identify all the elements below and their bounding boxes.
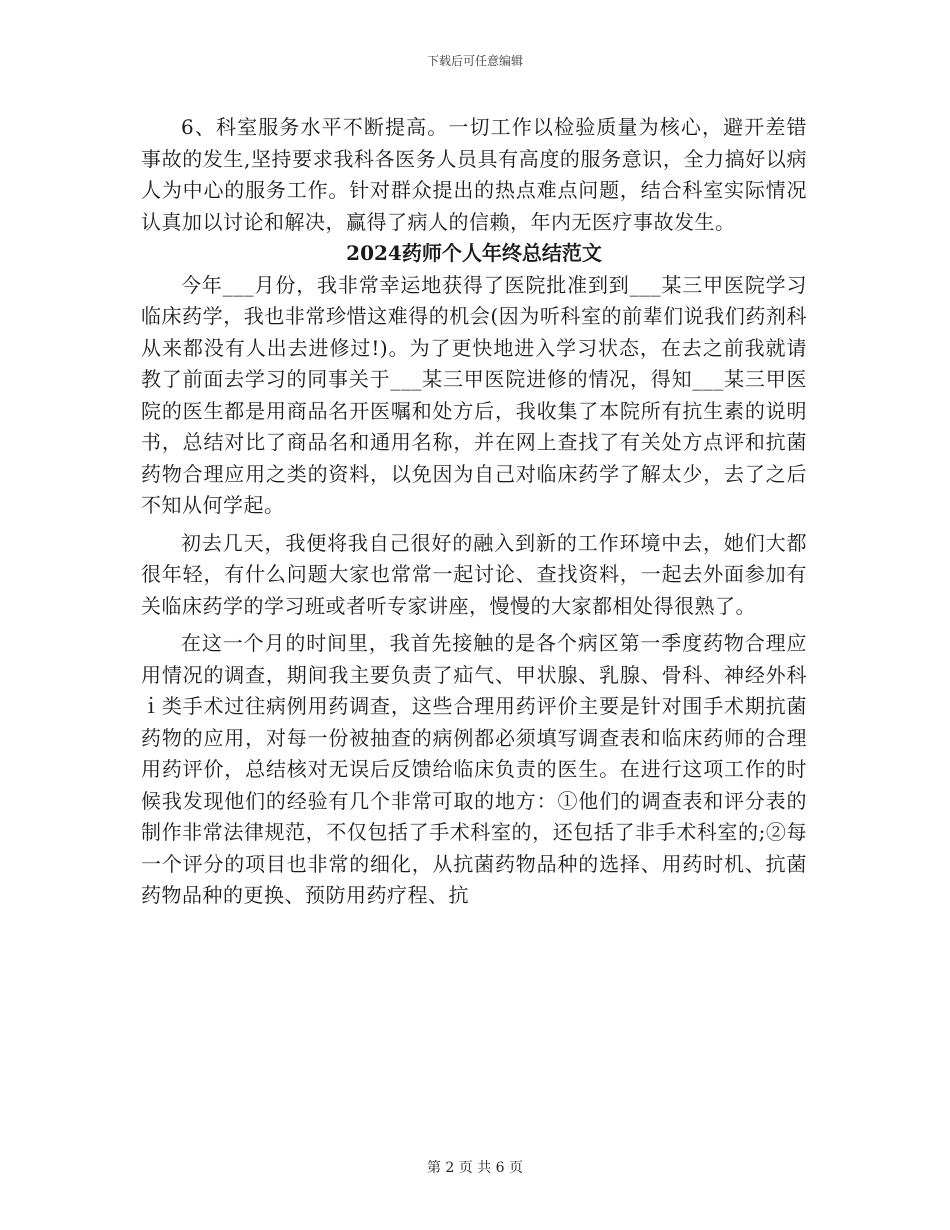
document-body — [141, 112, 807, 912]
body-paragraph-2: 初去几天，我便将我自己很好的融入到新的工作环境中去，她们大都很年轻，有什么问题大家也常常一起讨论、查找资料，一起去外面参加有关临床药学的学习班或者听专家讲座，慢慢的大家都相处得很熟了。 — [141, 530, 807, 618]
page-footer: 第 2 页 共 6 页 — [426, 1160, 524, 1176]
body-paragraph-3: 在这一个月的时间里，我首先接触的是各个病区第一季度药物合理应用情况的调查，期间我主要负责了疝气、甲状腺、乳腺、骨科、神经外科ｉ类手术过往病例用药调查，这些合理用药评价主要是针对围手术期抗菌药物的应用，对每一份被抽查的病例都必须填写调查表和临床药师的合理用药评价，总结核对无误后反馈给临床负责的医生。在进行这项工作的时候我发现他们的经验有几个非常可取的地方：①他们的调查表和评分表的制作非常法律规范，不仅包括了手术科室的，还包括了非手术科室的;②每一个评分的项目也非常的细化，从抗菌药物品种的选择、用药时机、抗菌药物品种的更换、预防用药疗程、抗 — [141, 631, 807, 907]
intro-paragraph: 6、科室服务水平不断提高。一切工作以检验质量为核心，避开差错事故的发生,坚持要求我科各医务人员具有高度的服务意识，全力搞好以病人为中心的服务工作。针对群众提出的热点难点问题，结合科室实际情况认真加以讨论和解决，赢得了病人的信赖，年内无医疗事故发生。 — [141, 115, 807, 234]
section-title: 2024药师个人年终总结范文 — [346, 241, 602, 265]
page-header: 下载后可任意编辑 — [426, 54, 523, 68]
body-paragraph-1: 今年___月份，我非常幸运地获得了医院批准到到___某三甲医院学习临床药学，我也非常珍惜这难得的机会(因为听科室的前辈们说我们药剂科从来都没有人出去进修过!)。为了更快地进入学习状态，在去之前我就请教了前面去学习的同事关于___某三甲医院进修的情况，得知___某三甲医院的医生都是用商品名开医嘱和处方后，我收集了本院所有抗生素的说明书，总结对比了商品名和通用名称，并在网上查找了有关处方点评和抗菌药物合理应用之类的资料，以免因为自己对临床药学了解太少，去了之后不知从何学起。 — [141, 272, 807, 517]
